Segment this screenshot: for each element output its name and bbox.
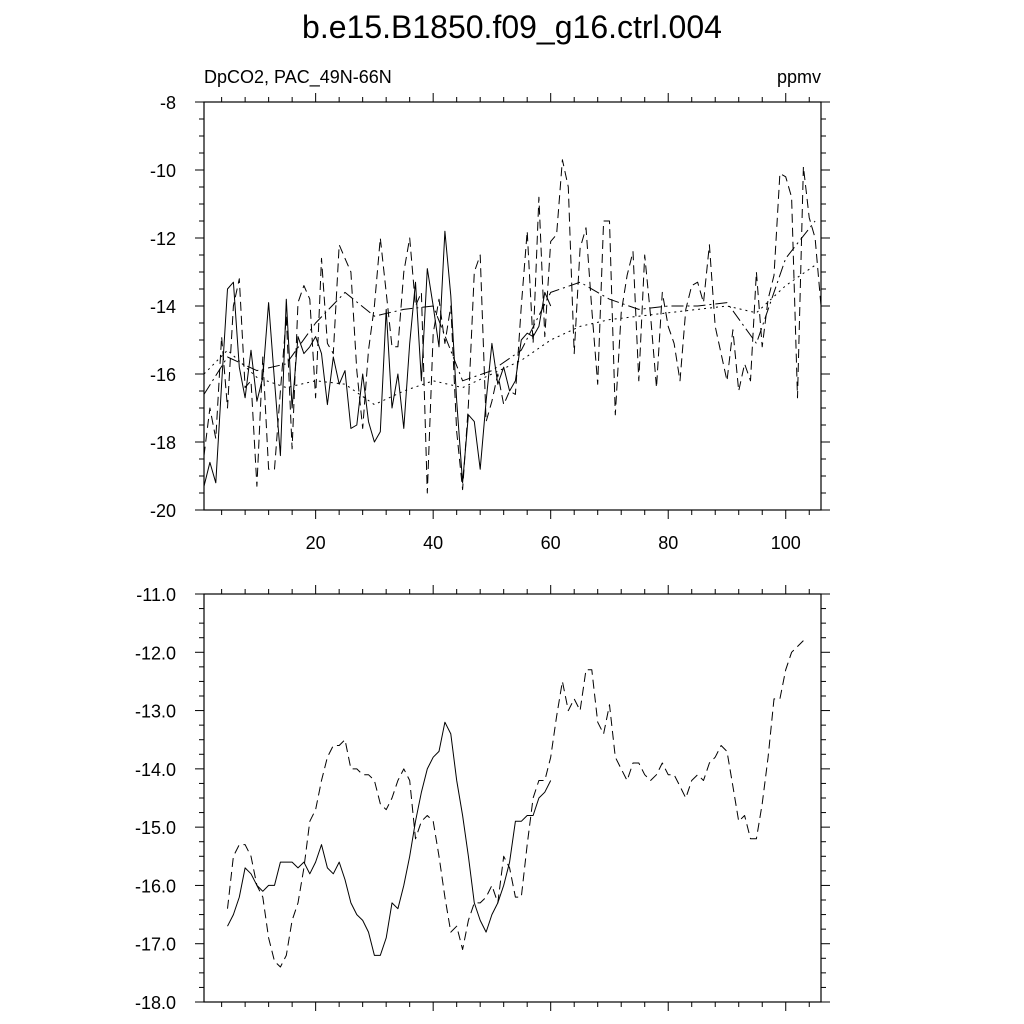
lower-chart-frame: [204, 594, 821, 1002]
y-tick-label: -17.0: [134, 934, 176, 955]
y-tick-label: -14.0: [134, 759, 176, 780]
series-line-solid: [228, 722, 551, 955]
y-tick-label: -14: [149, 297, 176, 317]
lower-chart-ticks: [135, 585, 830, 1013]
y-tick-label: -11.0: [136, 585, 176, 605]
y-tick-label: -12: [149, 229, 176, 249]
x-tick-label: 100: [770, 533, 801, 553]
x-tick-label: 80: [658, 533, 679, 553]
y-tick-label: -16: [149, 365, 176, 385]
x-tick-label: 20: [305, 533, 326, 553]
series-line-dotted: [204, 265, 815, 404]
y-tick-label: -12.0: [134, 643, 176, 664]
y-tick-label: -16.0: [134, 876, 176, 897]
x-tick-label: 60: [540, 533, 561, 553]
lower-chart-series: [228, 641, 804, 967]
y-tick-label: -8: [159, 93, 176, 113]
figure-title: b.e15.B1850.f09_g16.ctrl.004: [302, 9, 722, 45]
upper-chart-left-label: DpCO2, PAC_49N-66N: [204, 67, 392, 87]
y-tick-label: -10: [149, 161, 176, 181]
y-tick-label: -18.0: [134, 993, 176, 1013]
series-line-dashed: [228, 641, 804, 967]
upper-chart: [150, 67, 830, 553]
upper-chart-ticks: [150, 93, 830, 553]
y-tick-label: -18: [149, 433, 176, 453]
lower-chart: [135, 585, 830, 1013]
series-line-solid: [204, 231, 551, 486]
y-tick-label: -20: [149, 501, 176, 521]
y-tick-label: -13.0: [134, 701, 176, 722]
x-tick-label: 40: [423, 533, 444, 553]
upper-chart-units: ppmv: [776, 67, 821, 87]
y-tick-label: -15.0: [134, 818, 176, 839]
series-line-dashed: [204, 160, 821, 493]
upper-chart-series: [204, 160, 821, 493]
